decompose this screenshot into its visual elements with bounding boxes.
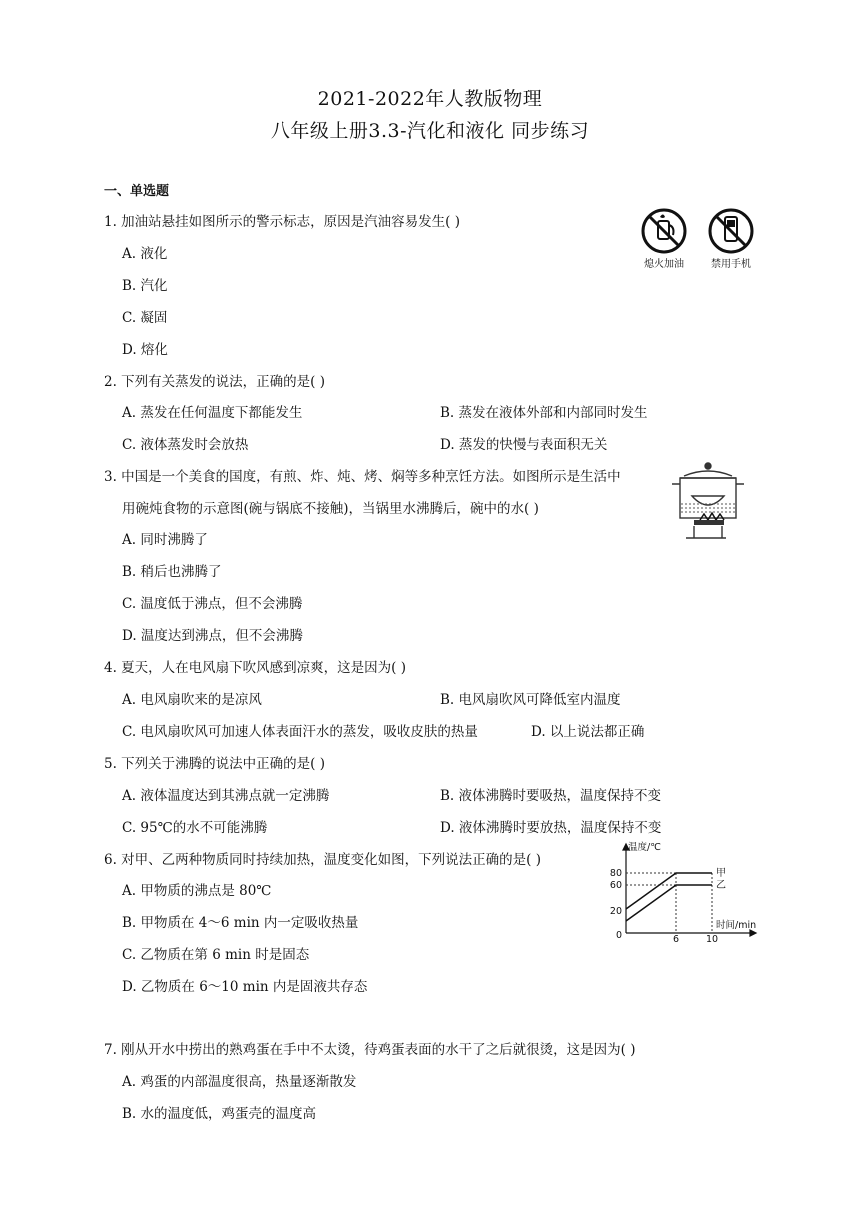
question-3-option-c[interactable]: C. 温度低于沸点，但不会沸腾 [122, 596, 303, 612]
question-4-option-c[interactable]: C. 电风扇吹风可加速人体表面汗水的蒸发，吸收皮肤的热量 [122, 724, 478, 740]
question-1-option-d[interactable]: D. 熔化 [122, 342, 168, 358]
question-1-option-c[interactable]: C. 凝固 [122, 310, 168, 326]
question-3-option-d[interactable]: D. 温度达到沸点，但不会沸腾 [122, 628, 303, 644]
question-4-option-d[interactable]: D. 以上说法都正确 [531, 724, 645, 740]
question-2-stem: 2. 下列有关蒸发的说法，正确的是( ) [104, 374, 325, 390]
no-fire-refuel-icon [643, 210, 685, 252]
question-5-option-a[interactable]: A. 液体温度达到其沸点就一定沸腾 [122, 788, 330, 804]
question-7-option-a[interactable]: A. 鸡蛋的内部温度很高，热量逐渐散发 [122, 1074, 357, 1090]
temperature-time-graph [604, 840, 762, 944]
ytick-0: 0 [615, 930, 622, 941]
question-7-option-b[interactable]: B. 水的温度低，鸡蛋壳的温度高 [122, 1106, 317, 1122]
pot-bowl-figure [664, 460, 760, 546]
series-jia-label: 甲 [716, 868, 726, 879]
question-1-option-a[interactable]: A. 液化 [122, 246, 168, 262]
no-phone-icon [710, 210, 752, 252]
question-5-option-d[interactable]: D. 液体沸腾时要放热，温度保持不变 [440, 820, 662, 836]
ytick-80: 80 [609, 868, 622, 879]
question-4-stem: 4. 夏天，人在电风扇下吹风感到凉爽，这是因为( ) [104, 660, 406, 676]
question-5-option-c[interactable]: C. 95℃的水不可能沸腾 [122, 820, 268, 836]
section-heading: 一、单选题 [104, 184, 170, 199]
sign1-label: 熄火加油 [644, 259, 684, 270]
question-6-option-a[interactable]: A. 甲物质的沸点是 80℃ [122, 883, 272, 899]
question-3-option-a[interactable]: A. 同时沸腾了 [122, 532, 208, 548]
warning-signs-figure [640, 205, 760, 275]
x-axis-label: 时间/min [716, 920, 757, 931]
question-7-stem: 7. 刚从开水中捞出的熟鸡蛋在手中不太烫，待鸡蛋表面的水干了之后就很烫，这是因为( ) [104, 1042, 636, 1058]
xtick-10: 10 [705, 934, 719, 944]
question-5-stem: 5. 下列关于沸腾的说法中正确的是( ) [104, 756, 325, 772]
question-2-option-b[interactable]: B. 蒸发在液体外部和内部同时发生 [440, 405, 648, 421]
question-6-stem: 6. 对甲、乙两种物质同时持续加热，温度变化如图，下列说法正确的是( ) [104, 852, 541, 868]
series-yi-label: 乙 [716, 880, 726, 891]
document-title-line1: 2021-2022年人教版物理 [317, 88, 543, 110]
question-1-stem: 1. 加油站悬挂如图所示的警示标志，原因是汽油容易发生( ) [104, 214, 460, 230]
question-3-stem-line1: 3. 中国是一个美食的国度，有煎、炸、炖、烤、焖等多种烹饪方法。如图所示是生活中 [104, 469, 621, 485]
question-5-option-b[interactable]: B. 液体沸腾时要吸热，温度保持不变 [440, 788, 662, 804]
ytick-60: 60 [609, 880, 622, 891]
question-4-option-b[interactable]: B. 电风扇吹风可降低室内温度 [440, 692, 621, 708]
question-4-option-a[interactable]: A. 电风扇吹来的是凉风 [122, 692, 262, 708]
question-3-option-b[interactable]: B. 稍后也沸腾了 [122, 564, 222, 580]
question-2-option-c[interactable]: C. 液体蒸发时会放热 [122, 437, 249, 453]
question-3-stem-line2: 用碗炖食物的示意图(碗与锅底不接触)，当锅里水沸腾后，碗中的水( ) [122, 501, 539, 517]
document-title-line2: 八年级上册3.3-汽化和液化 同步练习 [270, 120, 590, 142]
question-2-option-a[interactable]: A. 蒸发在任何温度下都能发生 [122, 405, 303, 421]
y-axis-label: 温度/℃ [628, 842, 661, 853]
ytick-20: 20 [609, 906, 622, 917]
question-6-option-c[interactable]: C. 乙物质在第 6 min 时是固态 [122, 947, 310, 963]
series-jia-line [626, 873, 712, 909]
question-1-option-b[interactable]: B. 汽化 [122, 278, 168, 294]
series-yi-line [626, 885, 712, 921]
xtick-6: 6 [672, 934, 680, 944]
question-2-option-d[interactable]: D. 蒸发的快慢与表面积无关 [440, 437, 608, 453]
question-6-option-d[interactable]: D. 乙物质在 6～10 min 内是固液共存态 [122, 979, 368, 995]
question-6-option-b[interactable]: B. 甲物质在 4～6 min 内一定吸收热量 [122, 915, 359, 931]
sign2-label: 禁用手机 [711, 259, 751, 270]
